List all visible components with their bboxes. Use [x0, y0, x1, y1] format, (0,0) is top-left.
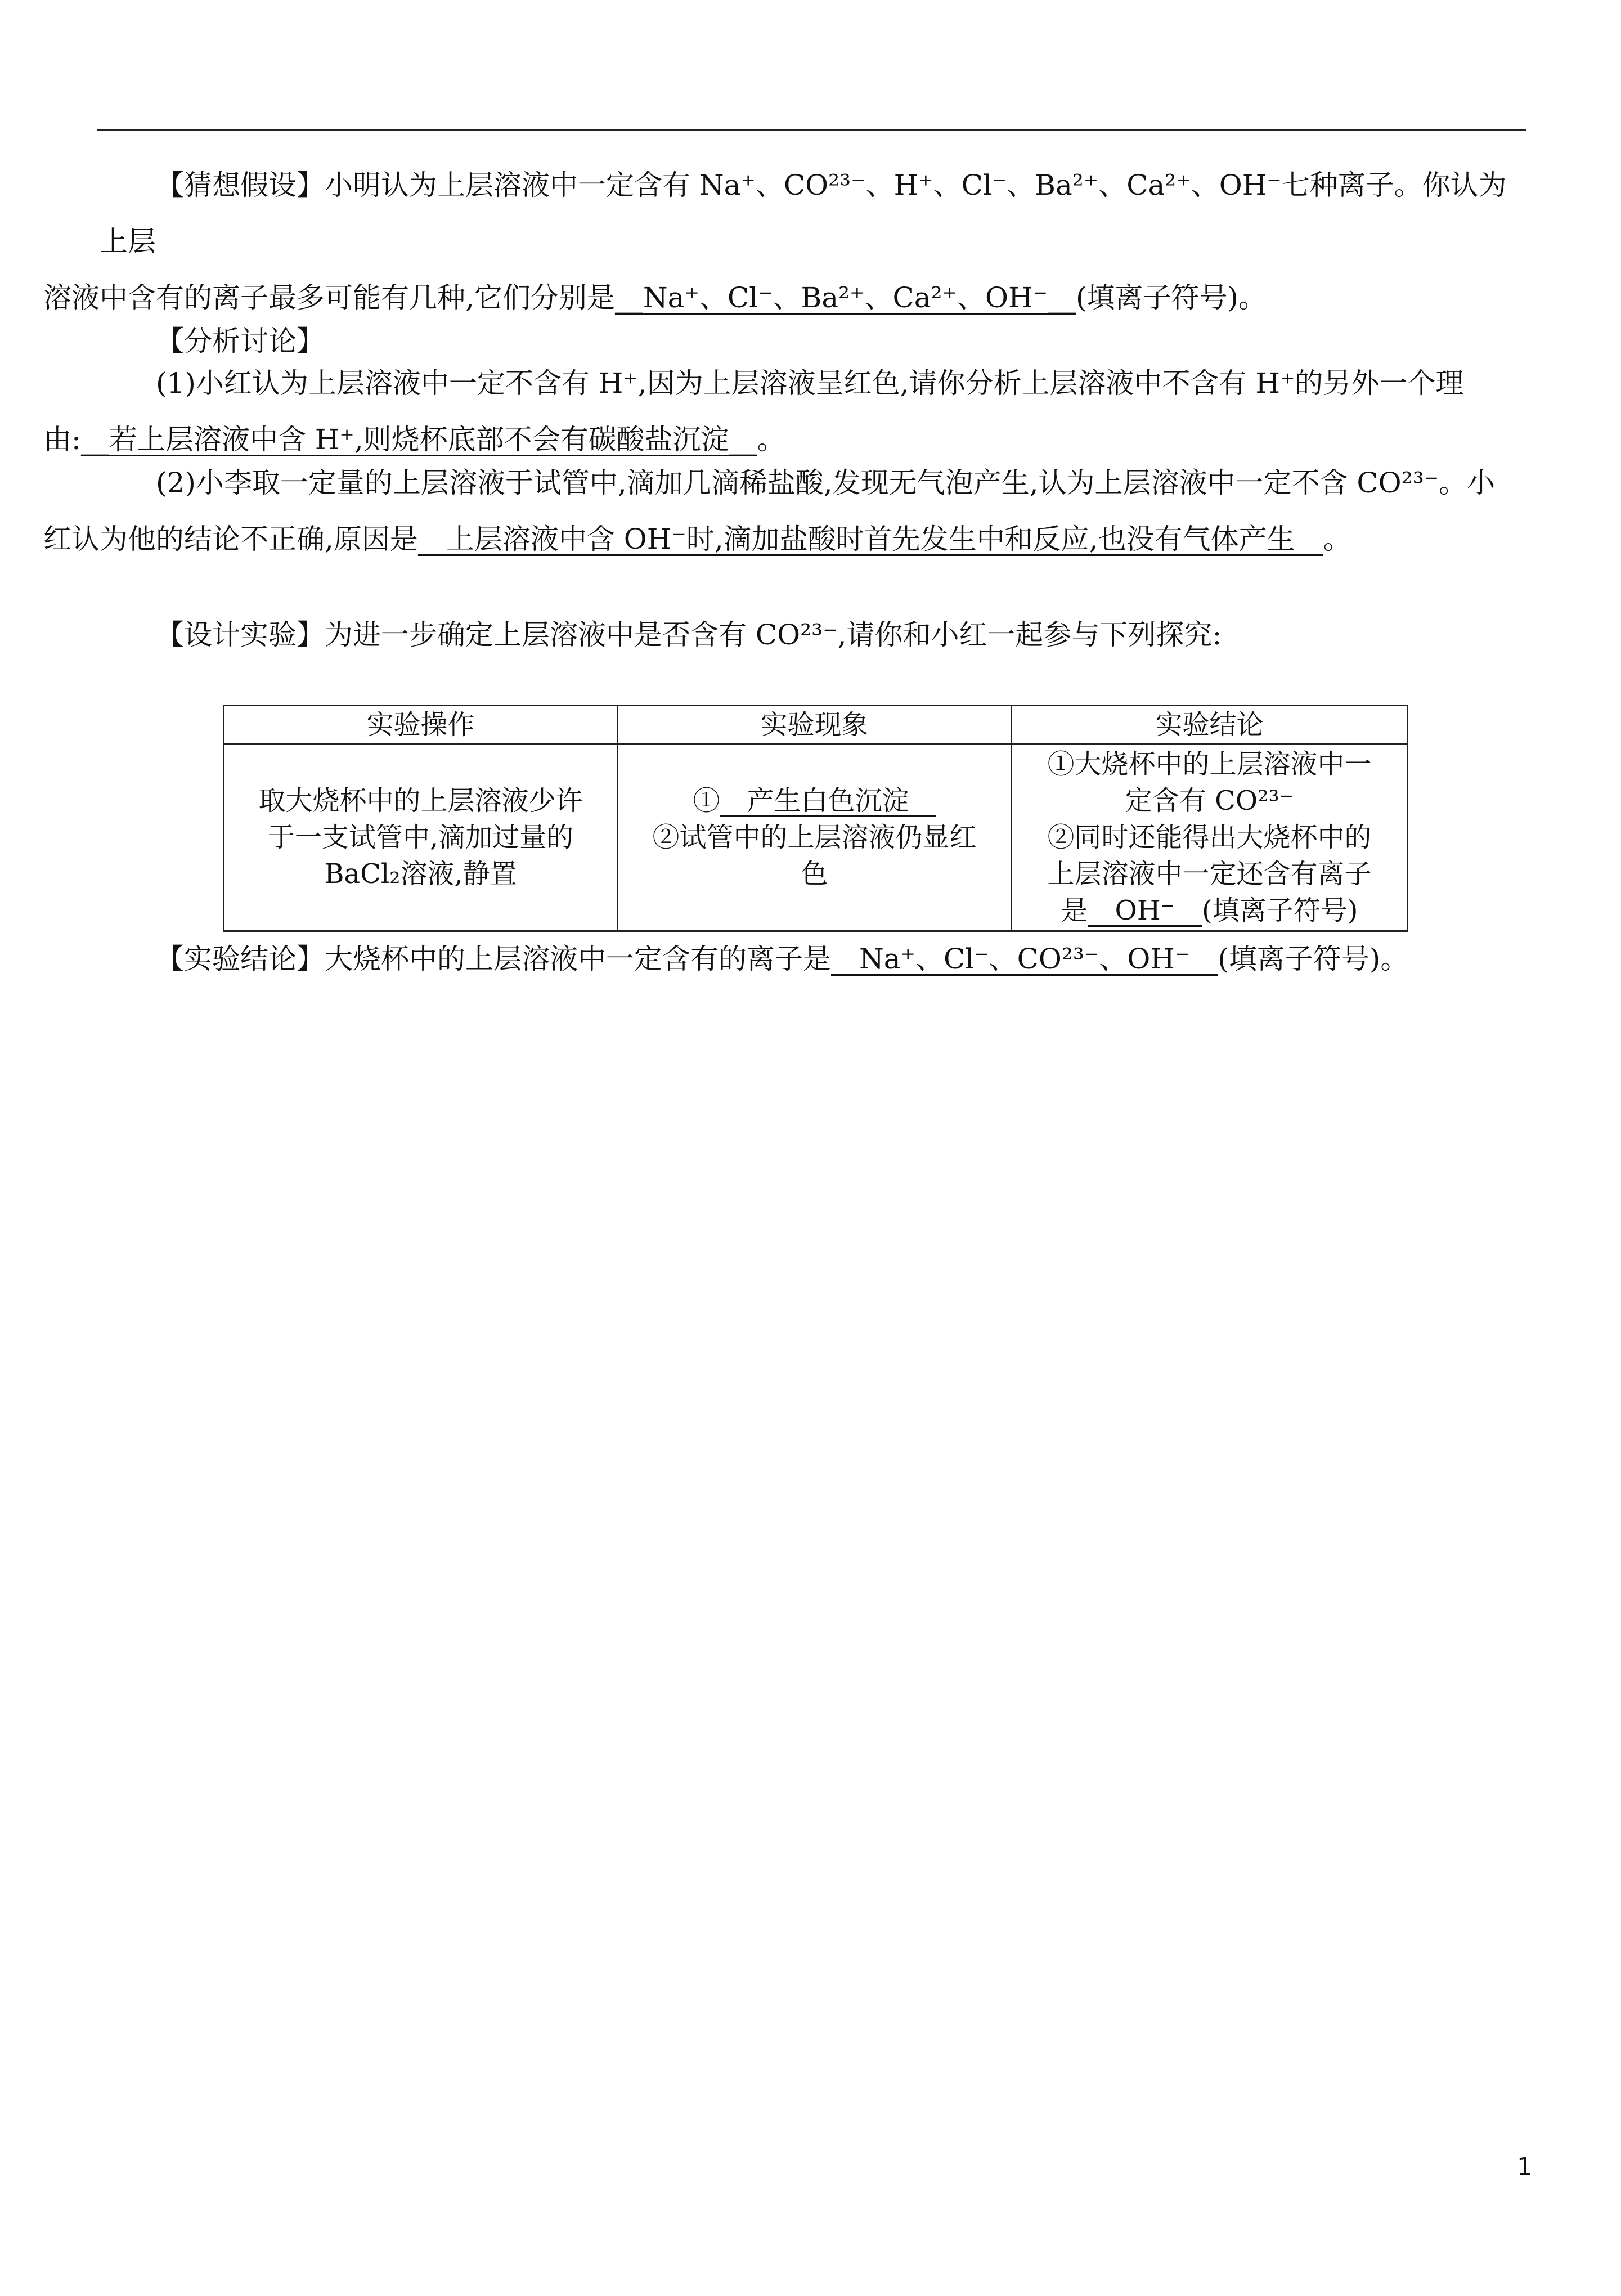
- analysis-q2-suffix: 。: [1323, 523, 1351, 555]
- analysis-q1-prefix: 由:: [43, 423, 81, 456]
- hypothesis-answer-blank: __Na⁺、Cl⁻、Ba²⁺、Ca²⁺、OH⁻__: [614, 281, 1076, 314]
- header-operation: 实验操作: [224, 706, 618, 745]
- phenomenon-line: ②试管中的上层溶液仍显红: [652, 822, 977, 853]
- analysis-q2-answer-blank: __上层溶液中含 OH⁻时,滴加盐酸时首先发生中和反应,也没有气体产生__: [417, 523, 1323, 555]
- result-prefix: 【实验结论】大烧杯中的上层溶液中一定含有的离子是: [156, 943, 831, 975]
- conclusion-line: ②同时还能得出大烧杯中的: [1047, 822, 1372, 853]
- design-paragraph: 【设计实验】为进一步确定上层溶液中是否含有 CO²³⁻,请你和小红一起参与下列探究:: [156, 618, 1222, 651]
- analysis-q2-line1: (2)小李取一定量的上层溶液于试管中,滴加几滴稀盐酸,发现无气泡产生,认为上层溶液中一定不含 CO²³⁻。小: [156, 467, 1496, 499]
- analysis-q2-prefix: 红认为他的结论不正确,原因是: [43, 523, 418, 555]
- operation-line: 于一支试管中,滴加过量的: [267, 822, 574, 853]
- conclusion-last-prefix: 是: [1061, 895, 1088, 926]
- cell-operation: [224, 745, 618, 931]
- conclusion-last-suffix: (填离子符号): [1202, 895, 1358, 926]
- analysis-q1-suffix: 。: [757, 423, 785, 456]
- phenomenon-line: 色: [801, 858, 828, 890]
- analysis-q2: [43, 455, 1529, 567]
- analysis-q1: [43, 355, 1529, 468]
- analysis-q1-answer-blank: __若上层溶液中含 H⁺,则烧杯底部不会有碳酸盐沉淀__: [80, 423, 757, 456]
- hypothesis-paragraph: [43, 157, 1529, 326]
- conclusion-answer-blank: __OH⁻__: [1088, 895, 1202, 926]
- operation-line: 取大烧杯中的上层溶液少许: [258, 785, 583, 817]
- operation-line: BaCl₂溶液,静置: [324, 858, 517, 890]
- hypothesis-line2-prefix: 溶液中含有的离子最多可能有几种,它们分别是: [43, 281, 615, 314]
- conclusion-line: ①大烧杯中的上层溶液中一: [1047, 748, 1372, 780]
- conclusion-last-line: [1029, 893, 1390, 929]
- analysis-q1-line1: (1)小红认为上层溶液中一定不含有 H⁺,因为上层溶液呈红色,请你分析上层溶液中不含有 H⁺的另外一个理: [156, 367, 1464, 400]
- experiment-table: [223, 705, 1408, 932]
- page-number: 1: [1517, 2152, 1533, 2181]
- hypothesis-line1: 【猜想假设】小明认为上层溶液中一定含有 Na⁺、CO²³⁻、H⁺、Cl⁻、Ba²⁺、Ca²⁺、OH⁻七种离子。你认为上层: [100, 169, 1507, 258]
- phenomenon-p1-prefix: ①: [693, 785, 720, 817]
- result-suffix: (填离子符号)。: [1218, 943, 1409, 975]
- phenomenon-line-1: [635, 783, 994, 819]
- conclusion-line: 定含有 CO²³⁻: [1125, 785, 1294, 817]
- result-paragraph: [100, 931, 1529, 987]
- header-conclusion: 实验结论: [1012, 706, 1408, 745]
- cell-conclusion: [1012, 745, 1408, 931]
- hypothesis-line2-suffix: (填离子符号)。: [1075, 281, 1267, 314]
- table-header-row: [224, 706, 1408, 745]
- result-answer-blank: __Na⁺、Cl⁻、CO²³⁻、OH⁻__: [831, 943, 1218, 975]
- analysis-heading: 【分析讨论】: [156, 325, 325, 357]
- header-phenomenon: 实验现象: [618, 706, 1012, 745]
- table-row: [224, 745, 1408, 931]
- header-rule: [97, 129, 1526, 131]
- conclusion-line: 上层溶液中一定还含有离子: [1047, 858, 1372, 890]
- cell-phenomenon: [618, 745, 1012, 931]
- phenomenon-answer-blank: __产生白色沉淀__: [720, 785, 936, 817]
